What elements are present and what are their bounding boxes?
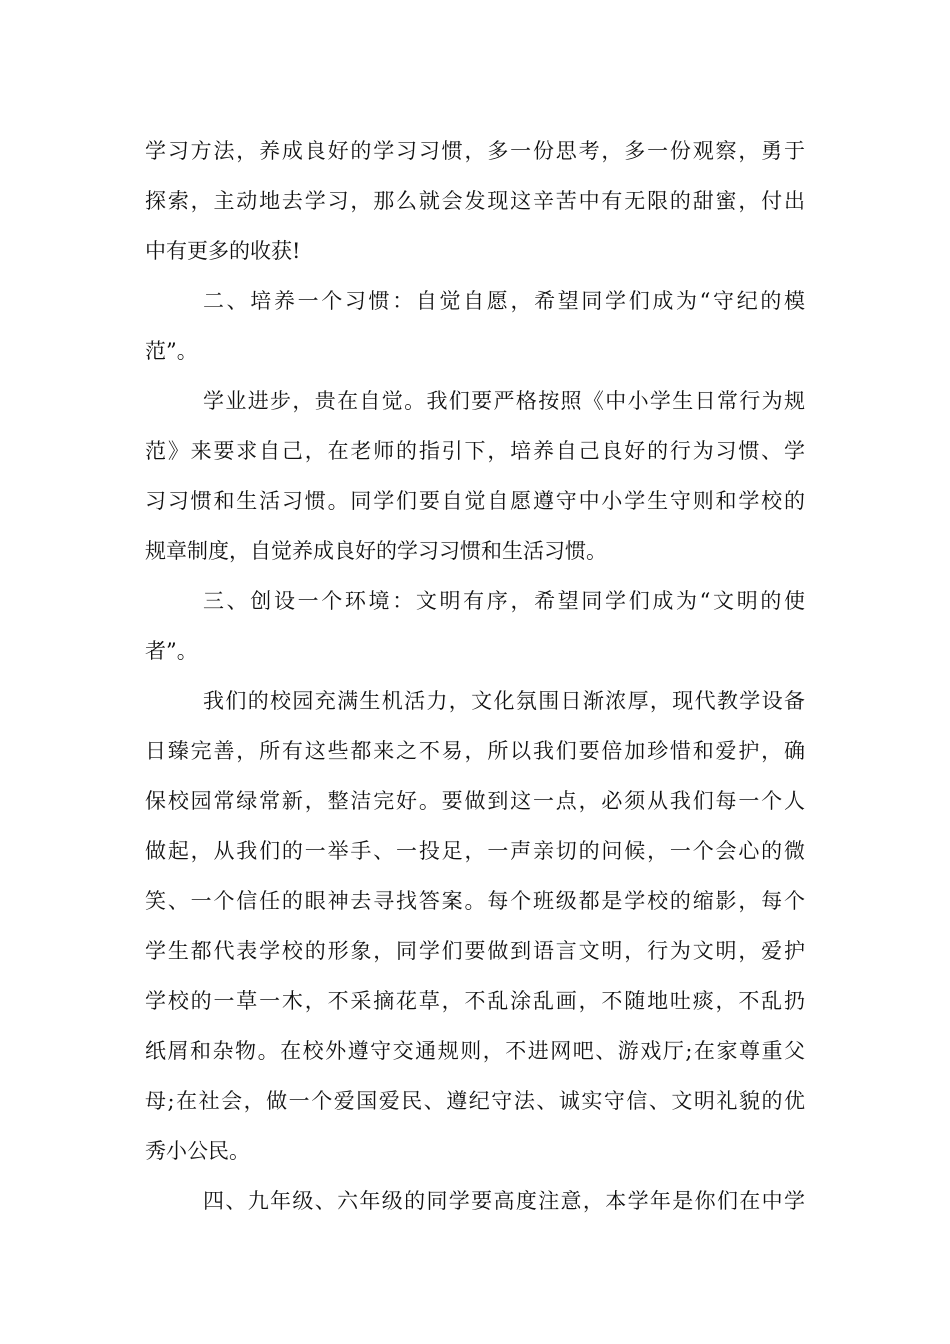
text-line: 保校园常绿常新，整洁完好。要做到这一点，必须从我们每一个人 [145, 789, 805, 813]
section-heading: 二、培养一个习惯：自觉自愿，希望同学们成为“守纪的模 [203, 289, 805, 313]
text-line: 秀小公民。 [145, 1139, 250, 1163]
text-line: 范》来要求自己，在老师的指引下，培养自己良好的行为习惯、学 [145, 439, 805, 463]
text-line: 习习惯和生活习惯。同学们要自觉自愿遵守中小学生守则和学校的 [145, 489, 805, 513]
text-line: 做起，从我们的一举手、一投足，一声亲切的问候，一个会心的微 [145, 839, 805, 863]
text-line: 笑、一个信任的眼神去寻找答案。每个班级都是学校的缩影，每个 [145, 889, 805, 913]
text-line: 母;在社会，做一个爱国爱民、遵纪守法、诚实守信、文明礼貌的优 [145, 1089, 805, 1113]
text-line: 探索，主动地去学习，那么就会发现这辛苦中有无限的甜蜜，付出 [145, 189, 805, 213]
text-line: 学习方法，养成良好的学习习惯，多一份思考，多一份观察，勇于 [145, 139, 805, 163]
section-heading: 四、九年级、六年级的同学要高度注意，本学年是你们在中学 [203, 1189, 805, 1213]
section-heading: 三、创设一个环境：文明有序，希望同学们成为“文明的使 [203, 589, 805, 613]
text-line: 我们的校园充满生机活力，文化氛围日渐浓厚，现代教学设备 [203, 689, 805, 713]
text-line: 规章制度，自觉养成良好的学习习惯和生活习惯。 [145, 539, 607, 563]
text-line: 纸屑和杂物。在校外遵守交通规则，不进网吧、游戏厅;在家尊重父 [145, 1039, 805, 1063]
text-line: 范”。 [145, 339, 198, 363]
text-line: 日臻完善，所有这些都来之不易，所以我们要倍加珍惜和爱护，确 [145, 739, 805, 763]
text-line: 学校的一草一木，不采摘花草，不乱涂乱画，不随地吐痰，不乱扔 [145, 989, 805, 1013]
text-line: 学生都代表学校的形象，同学们要做到语言文明，行为文明，爱护 [145, 939, 805, 963]
text-line: 学业进步，贵在自觉。我们要严格按照《中小学生日常行为规 [203, 389, 805, 413]
text-line: 者”。 [145, 639, 198, 663]
text-line: 中有更多的收获! [145, 239, 301, 263]
